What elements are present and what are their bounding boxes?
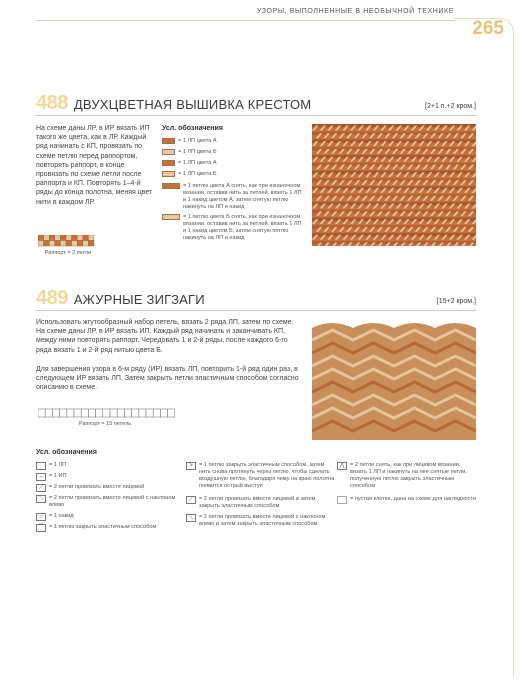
swatch-color-a-purl bbox=[162, 160, 175, 166]
empty-cell-icon bbox=[337, 496, 347, 504]
chart-cell bbox=[81, 409, 88, 417]
pattern-489-rapport-caption: Раппорт = 15 петель bbox=[78, 421, 132, 427]
chart-cell bbox=[49, 235, 55, 241]
pattern-489-name: АЖУРНЫЕ ЗИГЗАГИ bbox=[73, 292, 205, 307]
swatch-color-b bbox=[162, 149, 175, 155]
chart-cell bbox=[38, 235, 44, 241]
page-header bbox=[0, 0, 524, 22]
chart-cell bbox=[45, 409, 52, 417]
legend-item: ⟋ = 2 петли провязать вместе лицевой bbox=[36, 484, 176, 492]
chart-cell bbox=[52, 409, 59, 417]
legend-item: ⟍ = 2 петли провязать вместе лицевой с наклоном влево и затем закрыть эластичным способом bbox=[186, 514, 336, 528]
legend-item: ○ = 1 накид bbox=[36, 513, 176, 521]
k2tog-bind-off-icon: ⟋ bbox=[186, 496, 196, 504]
chart-cell bbox=[132, 409, 139, 417]
picot-bind-off-icon: > bbox=[186, 462, 196, 470]
pattern-489-divider bbox=[36, 310, 476, 311]
pattern-489-legend-title: Усл. обозначения bbox=[36, 449, 97, 456]
legend-item: – = 1 ИП bbox=[36, 473, 176, 481]
pattern-488-number: 488 bbox=[36, 92, 68, 114]
legend-item: = 1 ЛП цвета А bbox=[162, 138, 302, 145]
pattern-488-name: ДВУХЦВЕТНАЯ ВЫШИВКА КРЕСТОМ bbox=[73, 97, 312, 112]
legend-item: = 1 петлю цвета Б снять, как при изнаночном вязании, оставив нить за петлей, вязать 1 ЛП и 1 накид цветом Б, затем снятую петлю накинуть на ЛП и накид bbox=[162, 214, 304, 242]
chart-cell bbox=[77, 241, 83, 247]
chart-cell bbox=[67, 409, 74, 417]
pattern-489-title bbox=[36, 287, 205, 310]
page-number: 265 bbox=[472, 18, 504, 39]
pattern-489-photo bbox=[312, 318, 476, 440]
chart-cell bbox=[60, 409, 67, 417]
pattern-489-description-2: Для завершения узора в 6-м ряду (ИР) вязать ЛП, повторить 1-й ряд один раз, в следующем ИР вязать ЛП. Затем закрыть петли эластичным способом согласно описанию в схеме. bbox=[36, 366, 299, 392]
purl-stitch-icon: – bbox=[36, 473, 46, 481]
chart-cell bbox=[153, 409, 160, 417]
chart-cell bbox=[66, 241, 72, 247]
chart-cell bbox=[124, 409, 131, 417]
pattern-489-stitch-count: [15+2 кром.] bbox=[436, 298, 476, 305]
legend-item: = пустая клетка, дана на схеме для наглядности bbox=[337, 496, 477, 504]
chart-cell bbox=[44, 235, 50, 241]
pattern-488-divider bbox=[36, 115, 476, 116]
chart-cell bbox=[55, 241, 61, 247]
legend-item: = 1 ЛП цвета А bbox=[162, 160, 302, 167]
chart-cell bbox=[66, 235, 72, 241]
chart-cell bbox=[55, 235, 61, 241]
legend-item: = 1 ЛП цвета Б bbox=[162, 171, 302, 178]
pattern-488-rapport-caption: Раппорт = 2 петли bbox=[44, 250, 92, 256]
chart-cell bbox=[96, 409, 103, 417]
knit-stitch-icon bbox=[36, 462, 46, 470]
chart-cell bbox=[72, 235, 78, 241]
chart-cell bbox=[44, 241, 50, 247]
bind-off-icon: ⌒ bbox=[37, 525, 44, 531]
swatch-color-a bbox=[162, 138, 175, 144]
pattern-488-photo bbox=[312, 124, 476, 246]
chart-cell bbox=[83, 235, 89, 241]
header-rule bbox=[36, 20, 456, 21]
chart-cell bbox=[38, 241, 44, 247]
k2tog-icon: ⟋ bbox=[36, 484, 46, 492]
double-dec-bind-off-icon: ⋀ bbox=[337, 462, 347, 470]
pattern-488-legend-title: Усл. обозначения bbox=[162, 125, 223, 132]
pattern-488-title bbox=[36, 92, 311, 115]
chart-cell bbox=[103, 409, 110, 417]
chart-cell bbox=[117, 409, 124, 417]
chart-cell bbox=[88, 409, 95, 417]
chart-cell bbox=[77, 235, 83, 241]
yarn-over-icon: ○ bbox=[36, 513, 46, 521]
chart-cell bbox=[38, 409, 45, 417]
swatch-color-b-purl bbox=[162, 171, 175, 177]
pattern-488-chart bbox=[38, 234, 98, 246]
ssk-icon: ⟍ bbox=[36, 495, 46, 503]
chart-cell bbox=[146, 409, 153, 417]
pattern-488-stitch-count: [2+1 п.+2 кром.] bbox=[425, 103, 476, 110]
legend-item: = 1 ЛП цвета Б bbox=[162, 149, 302, 156]
margin-rule bbox=[513, 36, 514, 676]
legend-item: ⋀ = 2 петли снять, как при лицевом вязании, вязать 1 ЛП и накинуть на нее снятые петли, полученную петлю закрыть эластичным способом bbox=[337, 462, 477, 490]
chart-cell bbox=[160, 409, 167, 417]
swatch-slip-b bbox=[162, 214, 180, 220]
chart-cell bbox=[83, 241, 89, 247]
legend-item: ⟍ = 2 петли провязать вместе лицевой с наклоном влево bbox=[36, 495, 176, 509]
chart-cell bbox=[88, 241, 94, 247]
swatch-slip-a bbox=[162, 183, 180, 189]
legend-item: ⌒ = 1 петлю закрыть эластичным способом bbox=[37, 524, 157, 531]
chart-cell bbox=[60, 241, 66, 247]
legend-item: ⟋ = 2 петли провязать вместе лицевой и затем закрыть эластичным способом bbox=[186, 496, 336, 510]
chart-cell bbox=[60, 235, 66, 241]
chart-cell bbox=[88, 235, 94, 241]
chart-cell bbox=[49, 241, 55, 247]
running-header: УЗОРЫ, ВЫПОЛНЕННЫЕ В НЕОБЫЧНОЙ ТЕХНИКЕ bbox=[256, 8, 454, 15]
legend-item: = 1 ЛП bbox=[36, 462, 176, 470]
ssk-bind-off-icon: ⟍ bbox=[186, 514, 196, 522]
chart-cell bbox=[168, 409, 175, 417]
legend-item: = 1 петлю цвета А снять, как при изнаночном вязании, оставив нить за петлей, вязать 1 ЛП и 1 накид цветом А, затем снятую петлю накинуть на ЛП и накид bbox=[162, 183, 304, 211]
chart-cell bbox=[74, 409, 81, 417]
pattern-489-description: Использовать жгутообразный набор петель, вязать 2 ряда ЛП, затем по схеме. На схеме даны ЛР, в ИР вязать ИП. Каждый ряд начинать и заканчивать КП, между ними повторять раппорт. Чередовать 1 и 2-й ряды, после каждого 6-го ряда вязать 1 и 2-й ряд нитью цвета Б. bbox=[36, 319, 294, 354]
chart-cell bbox=[139, 409, 146, 417]
pattern-488-description: На схеме даны ЛР, в ИР вязать ИП такого же цвета, как в ЛР. Каждый ряд начинать с КП, провязать по схеме петлю перед раппортом, повторять раппорт, в конце провязать по схеме петли после раппорта и КП. Повторять 1–4-й ряды до конца полотна, меняя цвет нити в каждом ЛР. bbox=[36, 125, 153, 206]
chart-cell bbox=[72, 241, 78, 247]
chart-cell bbox=[110, 409, 117, 417]
legend-item: > = 1 петлю закрыть эластичным способом, затем нить снова протянуть через петлю, чтобы сделать воздушную петлю, благодаря чему на краю полотна появится острый выступ bbox=[186, 462, 336, 490]
pattern-489-chart bbox=[38, 406, 178, 418]
pattern-489-number: 489 bbox=[36, 287, 68, 309]
